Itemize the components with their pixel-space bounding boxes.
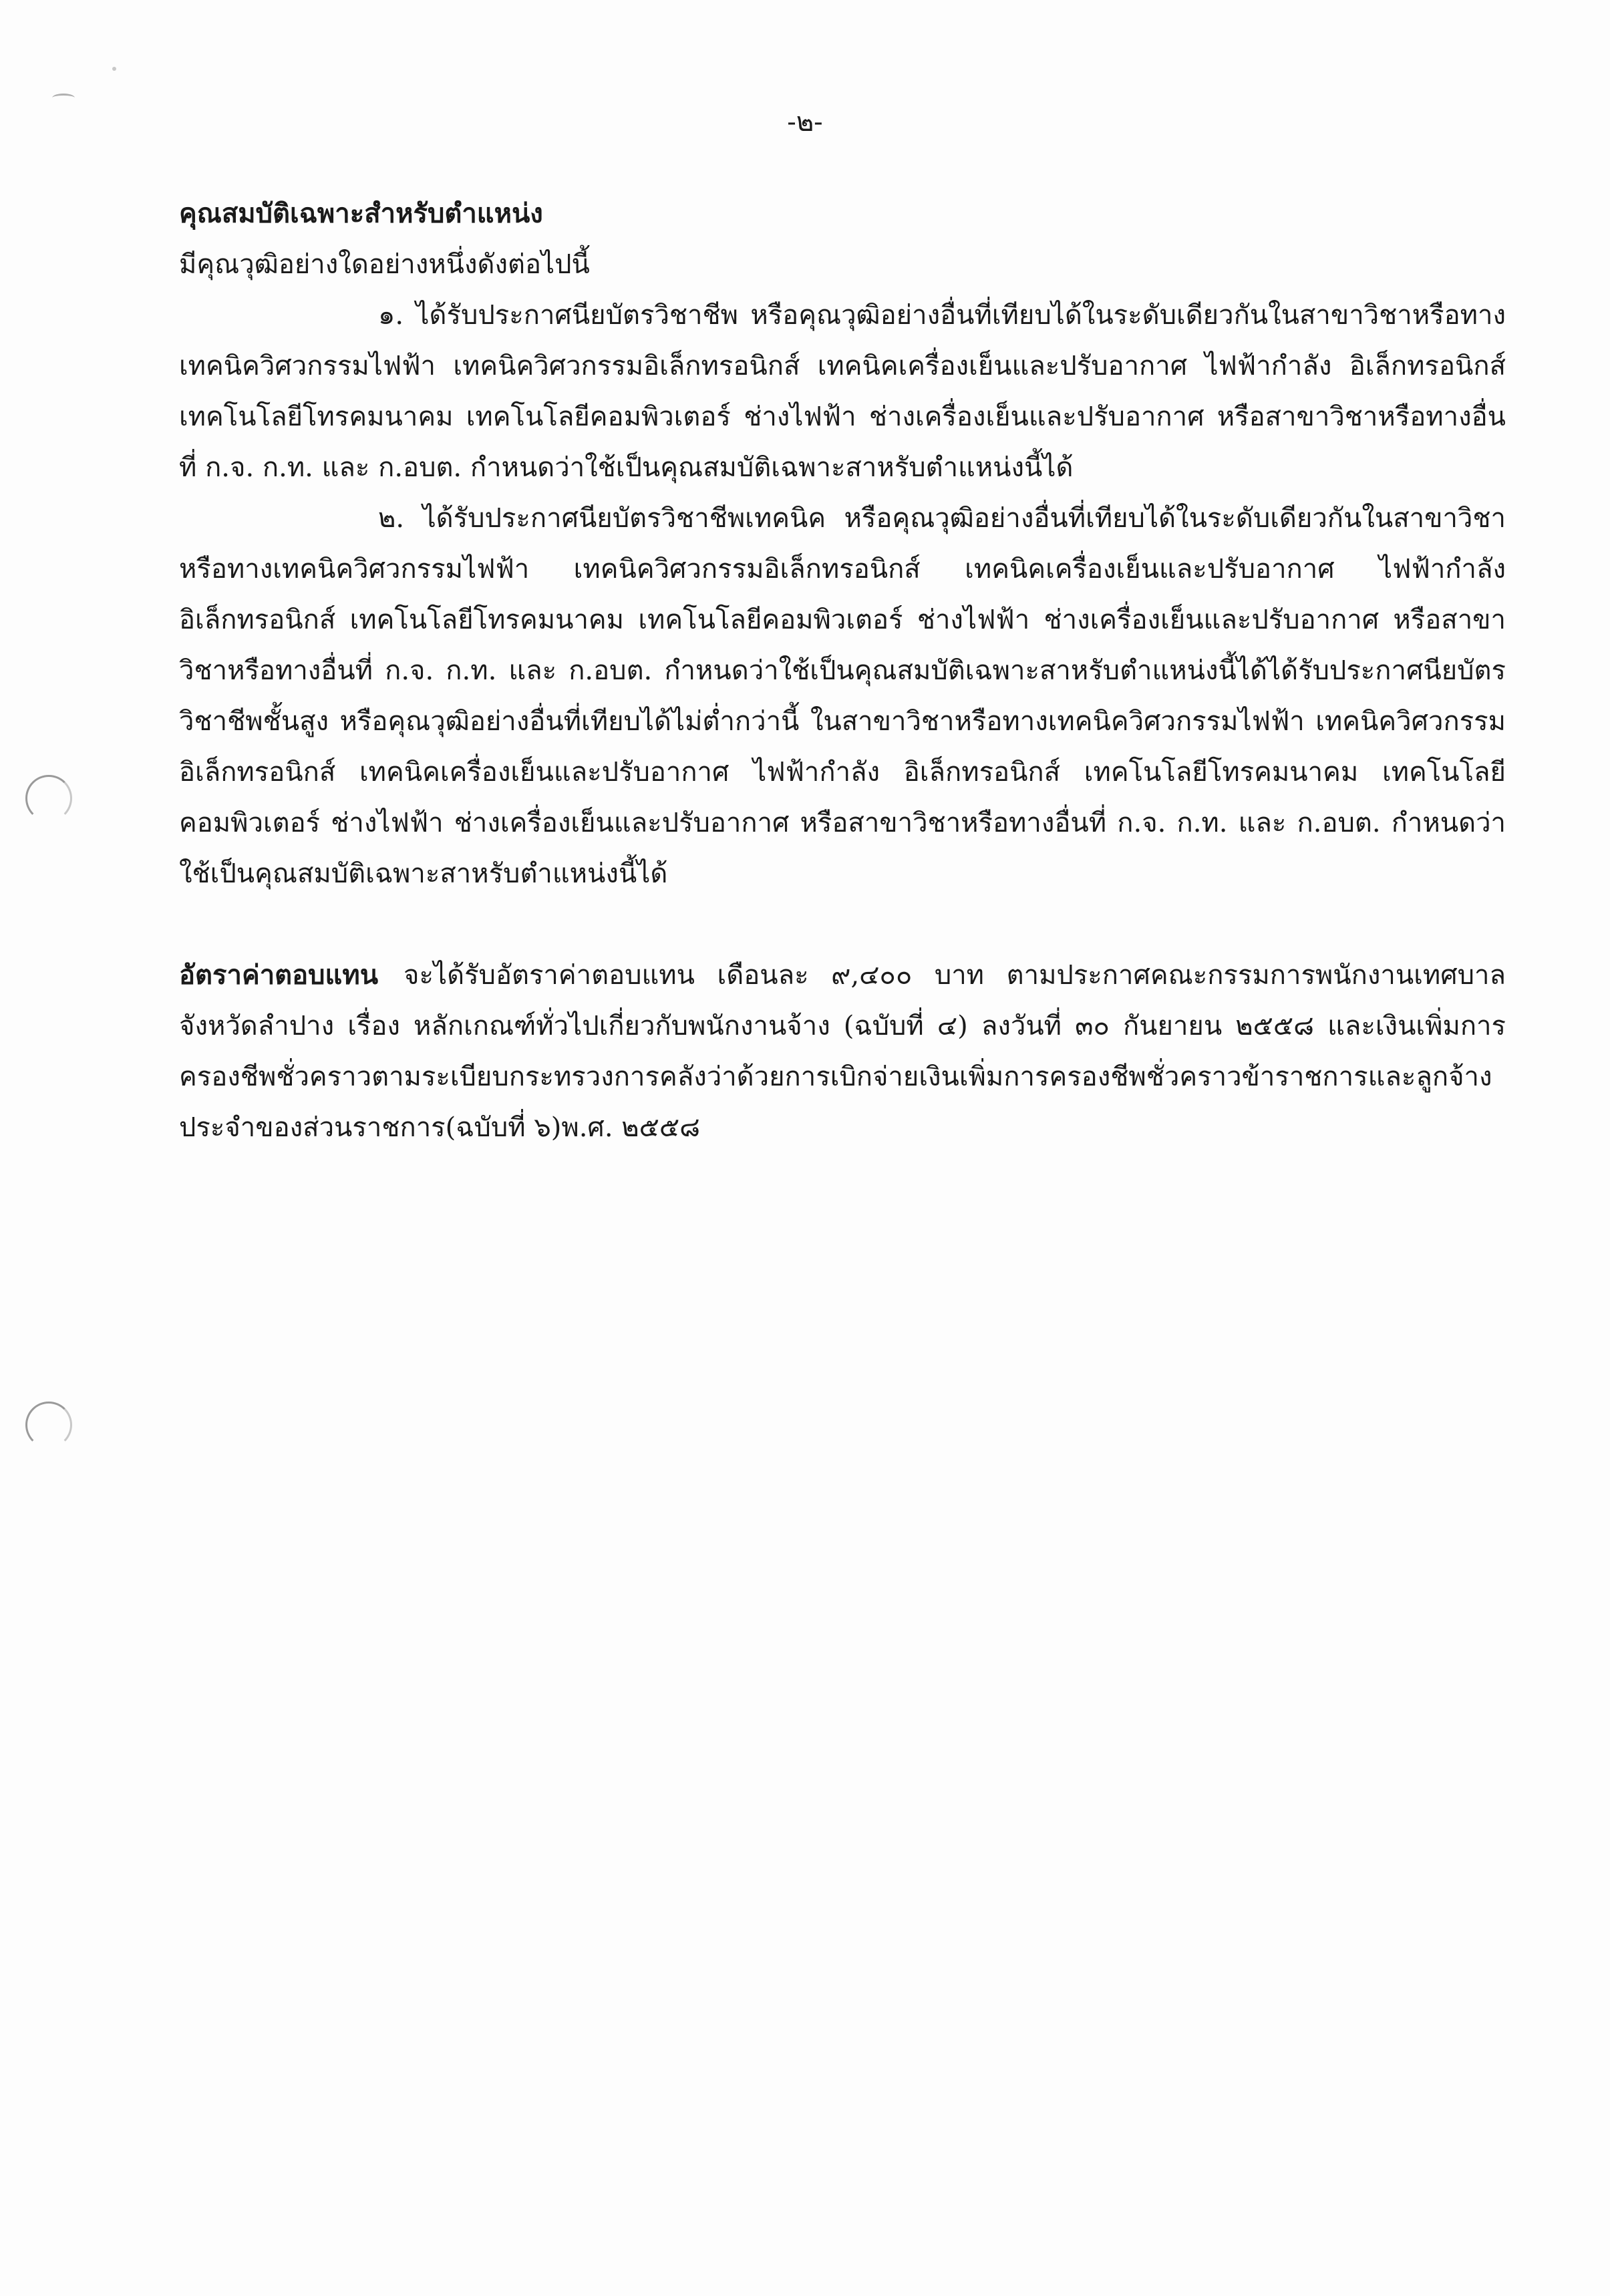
scan-dot — [112, 67, 116, 71]
qualifications-section — [179, 188, 1506, 899]
punch-hole-top — [25, 775, 72, 822]
qualifications-intro: มีคุณวุฒิอย่างใดอย่างหนึ่งดังต่อไปนี้ — [179, 249, 590, 280]
document-body — [179, 188, 1506, 1153]
compensation-paragraph — [179, 950, 1506, 1153]
qualification-item-1: ๑. ได้รับประกาศนียบัตรวิชาชีพ หรือคุณวุฒิอย่างอื่นที่เทียบได้ในระดับเดียวกันในสาขาวิชาหรือทางเทคนิควิศวกรรมไฟฟ้า เทคนิควิศวกรรมอิเล็กทรอนิกส์ เทคนิคเครื่องเย็นและปรับอากาศ ไฟฟ้ากำลัง อิเล็กทรอนิกส์ เทคโนโลยีโทรคมนาคม เทคโนโลยีคอมพิวเตอร์ ช่างไฟฟ้า ช่างเครื่องเย็นและปรับอากาศ หรือสาขาวิชาหรือทางอื่นที่ ก.จ. ก.ท. และ ก.อบต. กำหนดว่าใช้เป็นคุณสมบัติเฉพาะสาหรับตำแหน่งนี้ได้ — [179, 300, 1506, 483]
section-gap — [179, 899, 1506, 950]
qualification-item-2: ๒. ได้รับประกาศนียบัตรวิชาชีพเทคนิค หรือคุณวุฒิอย่างอื่นที่เทียบได้ในระดับเดียวกันในสาขาวิชาหรือทางเทคนิควิศวกรรมไฟฟ้า เทคนิควิศวกรรมอิเล็กทรอนิกส์ เทคนิคเครื่องเย็นและปรับอากาศ ไฟฟ้ากำลัง อิเล็กทรอนิกส์ เทคโนโลยีโทรคมนาคม เทคโนโลยีคอมพิวเตอร์ ช่างไฟฟ้า ช่างเครื่องเย็นและปรับอากาศ หรือสาขาวิชาหรือทางอื่นที่ ก.จ. ก.ท. และ ก.อบต. กำหนดว่าใช้เป็นคุณสมบัติเฉพาะสาหรับตำแหน่งนี้ได้ได้รับประกาศนียบัตรวิชาชีพชั้นสูง หรือคุณวุฒิอย่างอื่นที่เทียบได้ไม่ต่ำกว่านี้ ในสาขาวิชาหรือทางเทคนิควิศวกรรมไฟฟ้า เทคนิควิศวกรรมอิเล็กทรอนิกส์ เทคนิคเครื่องเย็นและปรับอากาศ ไฟฟ้ากำลัง อิเล็กทรอนิกส์ เทคโนโลยีโทรคมนาคม เทคโนโลยีคอมพิวเตอร์ ช่างไฟฟ้า ช่างเครื่องเย็นและปรับอากาศ หรือสาขาวิชาหรือทางอื่นที่ ก.จ. ก.ท. และ ก.อบต. กำหนดว่าใช้เป็นคุณสมบัติเฉพาะสาหรับตำแหน่งนี้ได้ — [179, 503, 1506, 889]
compensation-label: อัตราค่าตอบแทน — [179, 959, 379, 991]
compensation-text: จะได้รับอัตราค่าตอบแทน เดือนละ ๙,๔๐๐ บาท ตามประกาศคณะกรรมการพนักงานเทศบาลจังหวัดลำปาง เรื่อง หลักเกณฑ์ทั่วไปเกี่ยวกับพนักงานจ้าง (ฉบับที่ ๔) ลงวันที่ ๓๐ กันยายน ๒๕๕๘ และเงินเพิ่มการครองชีพชั่วคราวตามระเบียบกระทรวงการคลังว่าด้วยการเบิกจ่ายเงินเพิ่มการครองชีพชั่วคราวข้าราชการและลูกจ้างประจำของส่วนราชการ(ฉบับที่ ๖)พ.ศ. ๒๕๕๘ — [179, 960, 1506, 1143]
page-number: -๒- — [787, 107, 823, 138]
qualifications-heading: คุณสมบัติเฉพาะสำหรับตำแหน่ง — [179, 198, 543, 229]
punch-hole-bottom — [25, 1402, 72, 1448]
compensation-section — [179, 950, 1506, 1153]
